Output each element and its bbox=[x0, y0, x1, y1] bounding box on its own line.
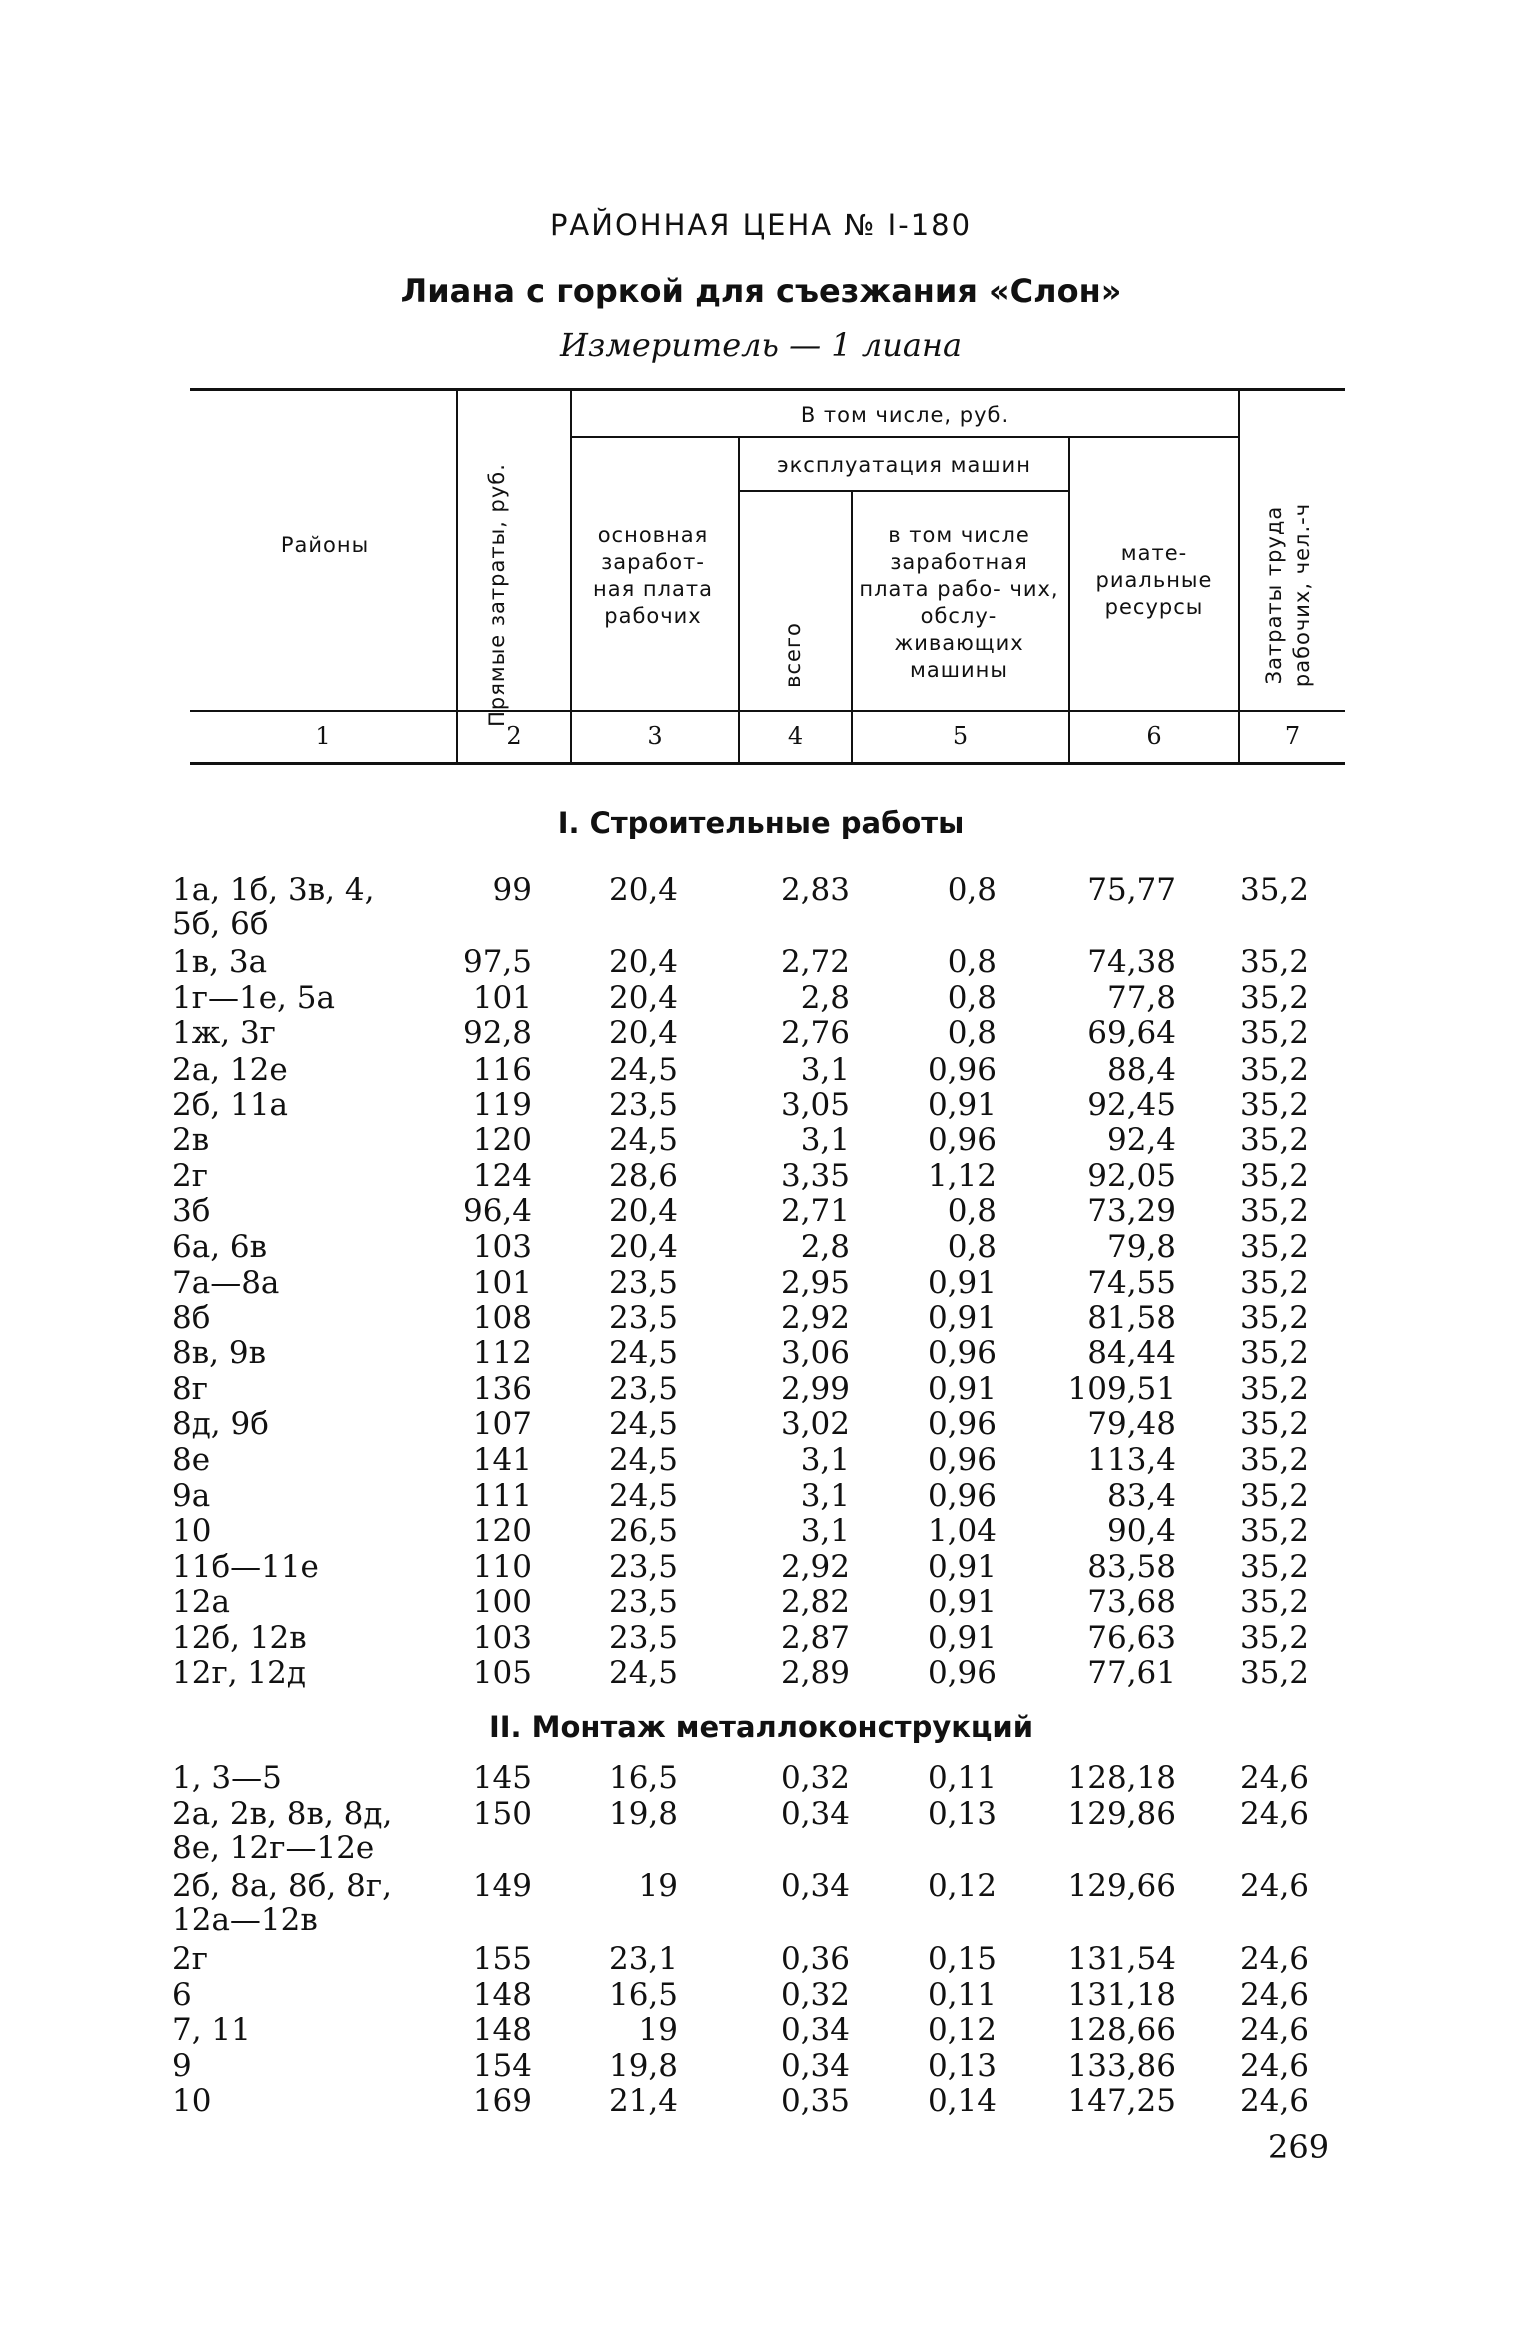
row-machine-wage: 0,96 bbox=[927, 1478, 997, 1514]
subgroup-rule bbox=[738, 490, 1068, 492]
table-row bbox=[0, 1015, 1522, 1051]
row-base-wage: 19,8 bbox=[608, 1796, 678, 1832]
row-materials: 69,64 bbox=[1087, 1015, 1176, 1051]
table-row bbox=[0, 1122, 1522, 1158]
table-row bbox=[0, 1300, 1522, 1336]
col-header-pryamye: Прямые затраты, руб. bbox=[485, 463, 509, 727]
table-row bbox=[0, 1229, 1522, 1265]
row-materials: 129,66 bbox=[1067, 1868, 1176, 1904]
row-materials: 79,8 bbox=[1106, 1229, 1176, 1265]
row-base-wage: 20,4 bbox=[608, 944, 678, 980]
row-machine-total: 2,92 bbox=[780, 1549, 850, 1585]
row-direct-costs: 103 bbox=[472, 1229, 532, 1265]
row-machine-wage: 0,15 bbox=[927, 1941, 997, 1977]
table-row bbox=[0, 1941, 1522, 1977]
row-direct-costs: 120 bbox=[472, 1122, 532, 1158]
table-row bbox=[0, 872, 1522, 908]
row-machine-wage: 0,96 bbox=[927, 1122, 997, 1158]
row-machine-wage: 0,11 bbox=[927, 1977, 997, 2013]
table-row bbox=[0, 1371, 1522, 1407]
row-machine-total: 2,8 bbox=[800, 1229, 850, 1265]
row-base-wage: 24,5 bbox=[608, 1442, 678, 1478]
table-row bbox=[0, 1977, 1522, 2013]
row-district: 2г bbox=[172, 1158, 208, 1194]
row-direct-costs: 96,4 bbox=[462, 1193, 532, 1229]
row-machine-total: 0,36 bbox=[780, 1941, 850, 1977]
row-machine-total: 3,02 bbox=[780, 1406, 850, 1442]
row-materials: 131,54 bbox=[1067, 1941, 1176, 1977]
row-district: 7а—8а bbox=[172, 1265, 280, 1301]
row-machine-total: 3,05 bbox=[780, 1087, 850, 1123]
table-row bbox=[0, 2048, 1522, 2084]
row-district: 12г, 12д bbox=[172, 1655, 306, 1691]
table-row bbox=[0, 1513, 1522, 1549]
col-header-osnovnaya: основная заработ- ная плата рабочих bbox=[592, 523, 714, 628]
colnum-5: 5 bbox=[952, 722, 969, 750]
table-row bbox=[0, 1760, 1522, 1796]
row-machine-wage: 1,12 bbox=[927, 1158, 997, 1194]
row-direct-costs: 108 bbox=[472, 1300, 532, 1336]
row-materials: 76,63 bbox=[1087, 1620, 1176, 1656]
table-row bbox=[0, 2083, 1522, 2119]
row-district: 9 bbox=[172, 2048, 192, 2084]
row-machine-wage: 0,8 bbox=[947, 1229, 997, 1265]
row-materials: 92,05 bbox=[1087, 1158, 1176, 1194]
row-machine-total: 2,99 bbox=[780, 1371, 850, 1407]
price-number-heading: РАЙОННАЯ ЦЕНА № I-180 bbox=[549, 208, 973, 242]
table-row bbox=[0, 1406, 1522, 1442]
row-machine-wage: 0,91 bbox=[927, 1549, 997, 1585]
row-base-wage: 23,1 bbox=[608, 1941, 678, 1977]
row-machine-wage: 0,8 bbox=[947, 1193, 997, 1229]
row-base-wage: 23,5 bbox=[608, 1265, 678, 1301]
row-labor-hours: 35,2 bbox=[1240, 1122, 1310, 1158]
table-row bbox=[0, 1052, 1522, 1088]
row-machine-wage: 0,96 bbox=[927, 1406, 997, 1442]
row-materials: 128,18 bbox=[1067, 1760, 1176, 1796]
row-labor-hours: 35,2 bbox=[1240, 1015, 1310, 1051]
row-materials: 73,29 bbox=[1087, 1193, 1176, 1229]
table-row bbox=[0, 1442, 1522, 1478]
row-district: 7, 11 bbox=[172, 2012, 251, 2048]
row-base-wage: 20,4 bbox=[608, 1229, 678, 1265]
row-direct-costs: 169 bbox=[472, 2083, 532, 2119]
row-labor-hours: 24,6 bbox=[1240, 2048, 1310, 2084]
row-machine-total: 0,32 bbox=[780, 1977, 850, 2013]
row-materials: 88,4 bbox=[1106, 1052, 1176, 1088]
row-materials: 113,4 bbox=[1087, 1442, 1176, 1478]
row-labor-hours: 35,2 bbox=[1240, 1406, 1310, 1442]
row-machine-total: 2,92 bbox=[780, 1300, 850, 1336]
row-labor-hours: 35,2 bbox=[1240, 944, 1310, 980]
table-row bbox=[0, 1584, 1522, 1620]
row-machine-total: 3,1 bbox=[800, 1122, 850, 1158]
row-base-wage: 24,5 bbox=[608, 1052, 678, 1088]
row-labor-hours: 35,2 bbox=[1240, 1513, 1310, 1549]
row-base-wage: 20,4 bbox=[608, 1015, 678, 1051]
row-machine-total: 2,83 bbox=[780, 872, 850, 908]
row-materials: 84,44 bbox=[1087, 1335, 1176, 1371]
row-direct-costs: 100 bbox=[472, 1584, 532, 1620]
row-base-wage: 16,5 bbox=[608, 1977, 678, 2013]
col-header-mater: мате- риальные ресурсы bbox=[1095, 541, 1213, 619]
row-district: 2б, 11а bbox=[172, 1087, 289, 1123]
row-district: 10 bbox=[172, 2083, 212, 2119]
row-labor-hours: 35,2 bbox=[1240, 1265, 1310, 1301]
row-district: 1г—1е, 5а bbox=[172, 980, 335, 1016]
table-row bbox=[0, 2012, 1522, 2048]
row-base-wage: 23,5 bbox=[608, 1584, 678, 1620]
row-district-continuation: 5б, 6б bbox=[172, 906, 269, 942]
row-machine-total: 0,34 bbox=[780, 1796, 850, 1832]
row-machine-total: 3,06 bbox=[780, 1335, 850, 1371]
row-direct-costs: 105 bbox=[472, 1655, 532, 1691]
table-row bbox=[0, 1478, 1522, 1514]
row-labor-hours: 35,2 bbox=[1240, 1549, 1310, 1585]
row-base-wage: 19 bbox=[638, 2012, 678, 2048]
row-machine-total: 0,34 bbox=[780, 2048, 850, 2084]
row-labor-hours: 24,6 bbox=[1240, 1941, 1310, 1977]
row-machine-wage: 0,8 bbox=[947, 872, 997, 908]
row-base-wage: 24,5 bbox=[608, 1655, 678, 1691]
row-direct-costs: 148 bbox=[472, 2012, 532, 2048]
col-header-vsego: всего bbox=[781, 622, 805, 688]
row-district-continuation: 8е, 12г—12е bbox=[172, 1830, 375, 1866]
row-machine-total: 3,1 bbox=[800, 1052, 850, 1088]
row-district: 6 bbox=[172, 1977, 192, 2013]
row-machine-wage: 0,14 bbox=[927, 2083, 997, 2119]
table-row bbox=[0, 1655, 1522, 1691]
row-machine-wage: 0,13 bbox=[927, 1796, 997, 1832]
group-header-vtom: В том числе, руб. bbox=[800, 403, 1010, 427]
row-direct-costs: 110 bbox=[472, 1549, 532, 1585]
row-machine-total: 2,72 bbox=[780, 944, 850, 980]
row-district: 1в, 3а bbox=[172, 944, 268, 980]
table-row bbox=[0, 1087, 1522, 1123]
row-machine-wage: 0,8 bbox=[947, 1015, 997, 1051]
row-machine-wage: 0,91 bbox=[927, 1371, 997, 1407]
row-machine-total: 2,8 bbox=[800, 980, 850, 1016]
col-header-rayony: Районы bbox=[280, 533, 370, 557]
row-base-wage: 19,8 bbox=[608, 2048, 678, 2084]
group-rule bbox=[570, 436, 1238, 438]
row-base-wage: 26,5 bbox=[608, 1513, 678, 1549]
row-machine-wage: 0,11 bbox=[927, 1760, 997, 1796]
row-labor-hours: 24,6 bbox=[1240, 2083, 1310, 2119]
row-district: 12б, 12в bbox=[172, 1620, 307, 1656]
row-machine-total: 2,87 bbox=[780, 1620, 850, 1656]
row-machine-wage: 0,91 bbox=[927, 1620, 997, 1656]
row-machine-wage: 0,91 bbox=[927, 1087, 997, 1123]
row-base-wage: 23,5 bbox=[608, 1087, 678, 1123]
row-district: 8б bbox=[172, 1300, 211, 1336]
row-materials: 74,38 bbox=[1087, 944, 1176, 980]
table-row bbox=[0, 944, 1522, 980]
row-materials: 92,45 bbox=[1087, 1087, 1176, 1123]
row-labor-hours: 24,6 bbox=[1240, 1760, 1310, 1796]
row-materials: 133,86 bbox=[1067, 2048, 1176, 2084]
row-direct-costs: 116 bbox=[472, 1052, 532, 1088]
row-district: 2а, 2в, 8в, 8д, bbox=[172, 1796, 393, 1832]
row-materials: 81,58 bbox=[1087, 1300, 1176, 1336]
row-materials: 83,58 bbox=[1087, 1549, 1176, 1585]
colnum-3: 3 bbox=[647, 722, 663, 750]
row-base-wage: 23,5 bbox=[608, 1300, 678, 1336]
row-base-wage: 16,5 bbox=[608, 1760, 678, 1796]
row-district-continuation: 12а—12в bbox=[172, 1902, 318, 1938]
row-machine-wage: 0,96 bbox=[927, 1655, 997, 1691]
row-machine-wage: 0,8 bbox=[947, 944, 997, 980]
row-materials: 92,4 bbox=[1106, 1122, 1176, 1158]
row-district: 8г bbox=[172, 1371, 208, 1407]
row-direct-costs: 155 bbox=[472, 1941, 532, 1977]
row-machine-total: 2,76 bbox=[780, 1015, 850, 1051]
row-machine-total: 3,1 bbox=[800, 1513, 850, 1549]
section-title: I. Строительные работы bbox=[557, 806, 965, 840]
row-district: 1, 3—5 bbox=[172, 1760, 282, 1796]
row-direct-costs: 136 bbox=[472, 1371, 532, 1407]
row-machine-total: 2,82 bbox=[780, 1584, 850, 1620]
row-labor-hours: 35,2 bbox=[1240, 872, 1310, 908]
row-base-wage: 23,5 bbox=[608, 1549, 678, 1585]
row-labor-hours: 35,2 bbox=[1240, 1158, 1310, 1194]
row-materials: 83,4 bbox=[1106, 1478, 1176, 1514]
row-base-wage: 23,5 bbox=[608, 1371, 678, 1407]
row-materials: 128,66 bbox=[1067, 2012, 1176, 2048]
row-district: 8д, 9б bbox=[172, 1406, 269, 1442]
row-base-wage: 19 bbox=[638, 1868, 678, 1904]
row-labor-hours: 24,6 bbox=[1240, 1796, 1310, 1832]
row-district: 2а, 12е bbox=[172, 1052, 288, 1088]
row-labor-hours: 24,6 bbox=[1240, 1977, 1310, 2013]
row-direct-costs: 145 bbox=[472, 1760, 532, 1796]
row-direct-costs: 111 bbox=[472, 1478, 532, 1514]
row-direct-costs: 149 bbox=[472, 1868, 532, 1904]
row-district: 8е bbox=[172, 1442, 211, 1478]
table-row bbox=[0, 1265, 1522, 1301]
row-base-wage: 20,4 bbox=[608, 872, 678, 908]
row-materials: 129,86 bbox=[1067, 1796, 1176, 1832]
row-labor-hours: 35,2 bbox=[1240, 980, 1310, 1016]
col-header-vtom-zp: в том числе заработная плата рабо- чих, обслу- живающих машины bbox=[859, 523, 1059, 682]
colnum-6: 6 bbox=[1146, 722, 1162, 750]
table-row bbox=[0, 1158, 1522, 1194]
row-labor-hours: 35,2 bbox=[1240, 1478, 1310, 1514]
table-row bbox=[0, 1796, 1522, 1832]
row-machine-wage: 0,12 bbox=[927, 1868, 997, 1904]
row-district: 3б bbox=[172, 1193, 211, 1229]
row-base-wage: 20,4 bbox=[608, 980, 678, 1016]
row-materials: 77,8 bbox=[1106, 980, 1176, 1016]
row-direct-costs: 119 bbox=[472, 1087, 532, 1123]
row-base-wage: 28,6 bbox=[608, 1158, 678, 1194]
colnum-2: 2 bbox=[506, 722, 522, 750]
unit-of-measure: Измеритель — 1 лиана bbox=[559, 326, 963, 364]
table-top-rule bbox=[190, 388, 1345, 391]
table-row bbox=[0, 1868, 1522, 1904]
row-direct-costs: 124 bbox=[472, 1158, 532, 1194]
row-district: 6а, 6в bbox=[172, 1229, 268, 1265]
colnum-bottom-rule bbox=[190, 762, 1345, 765]
col-divider bbox=[1238, 390, 1240, 764]
row-machine-wage: 0,91 bbox=[927, 1265, 997, 1301]
row-materials: 90,4 bbox=[1106, 1513, 1176, 1549]
row-district: 1а, 1б, 3в, 4, bbox=[172, 872, 375, 908]
row-labor-hours: 35,2 bbox=[1240, 1335, 1310, 1371]
row-materials: 131,18 bbox=[1067, 1977, 1176, 2013]
row-base-wage: 20,4 bbox=[608, 1193, 678, 1229]
row-machine-total: 2,89 bbox=[780, 1655, 850, 1691]
row-materials: 75,77 bbox=[1087, 872, 1176, 908]
row-base-wage: 24,5 bbox=[608, 1335, 678, 1371]
row-labor-hours: 35,2 bbox=[1240, 1620, 1310, 1656]
table-row bbox=[0, 1549, 1522, 1585]
row-machine-total: 3,1 bbox=[800, 1478, 850, 1514]
col-divider bbox=[456, 390, 458, 764]
row-machine-total: 0,34 bbox=[780, 1868, 850, 1904]
row-district: 10 bbox=[172, 1513, 212, 1549]
col-divider bbox=[1068, 438, 1070, 764]
row-direct-costs: 103 bbox=[472, 1620, 532, 1656]
row-materials: 74,55 bbox=[1087, 1265, 1176, 1301]
row-labor-hours: 35,2 bbox=[1240, 1229, 1310, 1265]
row-direct-costs: 99 bbox=[492, 872, 532, 908]
row-district: 2в bbox=[172, 1122, 210, 1158]
col-divider bbox=[570, 390, 572, 764]
row-labor-hours: 35,2 bbox=[1240, 1052, 1310, 1088]
row-materials: 73,68 bbox=[1087, 1584, 1176, 1620]
row-base-wage: 24,5 bbox=[608, 1122, 678, 1158]
row-direct-costs: 154 bbox=[472, 2048, 532, 2084]
table-row bbox=[0, 980, 1522, 1016]
row-direct-costs: 107 bbox=[472, 1406, 532, 1442]
row-direct-costs: 97,5 bbox=[462, 944, 532, 980]
row-machine-wage: 0,91 bbox=[927, 1584, 997, 1620]
row-machine-wage: 0,96 bbox=[927, 1052, 997, 1088]
row-district: 2б, 8а, 8б, 8г, bbox=[172, 1868, 392, 1904]
row-machine-wage: 1,04 bbox=[927, 1513, 997, 1549]
col-divider bbox=[738, 438, 740, 764]
row-direct-costs: 150 bbox=[472, 1796, 532, 1832]
colnum-7: 7 bbox=[1284, 722, 1301, 750]
row-machine-wage: 0,13 bbox=[927, 2048, 997, 2084]
row-machine-total: 2,71 bbox=[780, 1193, 850, 1229]
row-direct-costs: 148 bbox=[472, 1977, 532, 2013]
row-materials: 109,51 bbox=[1067, 1371, 1176, 1407]
row-machine-total: 2,95 bbox=[780, 1265, 850, 1301]
row-machine-total: 0,35 bbox=[780, 2083, 850, 2119]
row-machine-wage: 0,12 bbox=[927, 2012, 997, 2048]
row-district: 12а bbox=[172, 1584, 230, 1620]
row-direct-costs: 101 bbox=[472, 980, 532, 1016]
row-labor-hours: 35,2 bbox=[1240, 1371, 1310, 1407]
row-district: 9а bbox=[172, 1478, 211, 1514]
row-direct-costs: 120 bbox=[472, 1513, 532, 1549]
colnum-4: 4 bbox=[787, 722, 804, 750]
row-district: 11б—11е bbox=[172, 1549, 319, 1585]
row-machine-total: 0,34 bbox=[780, 2012, 850, 2048]
row-direct-costs: 92,8 bbox=[462, 1015, 532, 1051]
row-labor-hours: 24,6 bbox=[1240, 1868, 1310, 1904]
page-number: 269 bbox=[1268, 2128, 1330, 2166]
col-header-zatraty-truda: Затраты труда рабочих, чел.-ч bbox=[1262, 502, 1314, 688]
section-title: II. Монтаж металлоконструкций bbox=[488, 1710, 1034, 1744]
row-machine-total: 0,32 bbox=[780, 1760, 850, 1796]
row-labor-hours: 35,2 bbox=[1240, 1193, 1310, 1229]
group-header-ekspl: эксплуатация машин bbox=[777, 453, 1031, 477]
row-direct-costs: 141 bbox=[472, 1442, 532, 1478]
row-machine-total: 3,35 bbox=[780, 1158, 850, 1194]
row-labor-hours: 35,2 bbox=[1240, 1087, 1310, 1123]
header-bottom-rule bbox=[190, 710, 1345, 712]
row-base-wage: 24,5 bbox=[608, 1406, 678, 1442]
row-base-wage: 24,5 bbox=[608, 1478, 678, 1514]
row-materials: 147,25 bbox=[1067, 2083, 1176, 2119]
row-materials: 77,61 bbox=[1087, 1655, 1176, 1691]
document-title: Лиана с горкой для съезжания «Слон» bbox=[400, 272, 1122, 310]
row-labor-hours: 35,2 bbox=[1240, 1655, 1310, 1691]
row-labor-hours: 35,2 bbox=[1240, 1300, 1310, 1336]
row-direct-costs: 112 bbox=[472, 1335, 532, 1371]
row-base-wage: 21,4 bbox=[608, 2083, 678, 2119]
row-district: 2г bbox=[172, 1941, 208, 1977]
row-labor-hours: 35,2 bbox=[1240, 1584, 1310, 1620]
row-base-wage: 23,5 bbox=[608, 1620, 678, 1656]
row-machine-wage: 0,91 bbox=[927, 1300, 997, 1336]
row-machine-wage: 0,96 bbox=[927, 1335, 997, 1371]
row-labor-hours: 24,6 bbox=[1240, 2012, 1310, 2048]
row-machine-wage: 0,96 bbox=[927, 1442, 997, 1478]
row-machine-wage: 0,8 bbox=[947, 980, 997, 1016]
row-labor-hours: 35,2 bbox=[1240, 1442, 1310, 1478]
row-district: 8в, 9в bbox=[172, 1335, 267, 1371]
row-machine-total: 3,1 bbox=[800, 1442, 850, 1478]
table-row bbox=[0, 1620, 1522, 1656]
row-direct-costs: 101 bbox=[472, 1265, 532, 1301]
table-row bbox=[0, 1193, 1522, 1229]
row-materials: 79,48 bbox=[1087, 1406, 1176, 1442]
table-row bbox=[0, 1335, 1522, 1371]
colnum-1: 1 bbox=[315, 722, 331, 750]
row-district: 1ж, 3г bbox=[172, 1015, 276, 1051]
